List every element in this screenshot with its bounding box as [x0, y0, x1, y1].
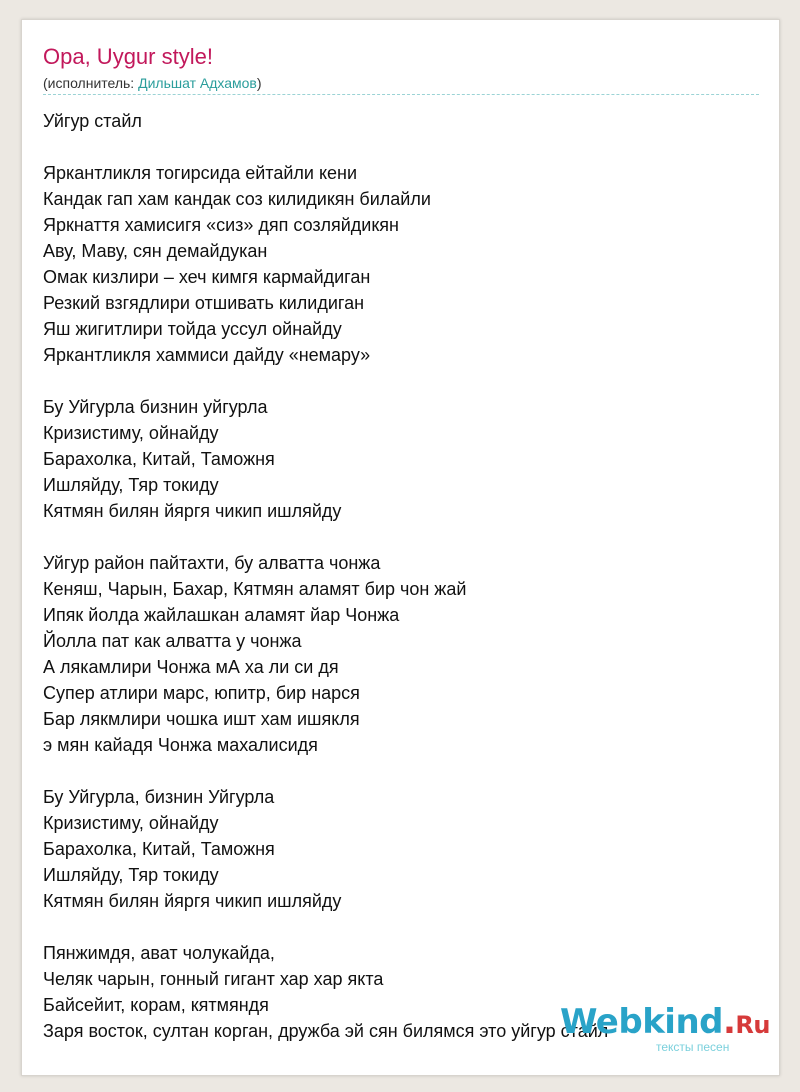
lyrics-body [43, 108, 779, 1044]
artist-prefix: (исполнитель: [43, 75, 139, 91]
lyric-line: Уйгур стайл [43, 111, 142, 131]
lyric-line: Аву, Маву, сян демайдукан [43, 241, 268, 261]
stanza-break [43, 134, 779, 160]
lyric-line: Кандак гап хам кандак соз килидикян билайли [43, 189, 431, 209]
lyric-line: Уйгур район пайтахти, бу алватта чонжа [43, 553, 381, 573]
watermark-tagline: тексты песен [656, 1040, 730, 1054]
lyric-line: Яркнаття хамисигя «сиз» дяп созляйдикян [43, 215, 399, 235]
title-divider [43, 94, 759, 95]
lyric-line: Кризистиму, ойнайду [43, 813, 219, 833]
stanza-break [43, 758, 779, 784]
lyric-line: Барахолка, Китай, Таможня [43, 839, 275, 859]
stanza-break [43, 914, 779, 940]
lyric-line: Бу Уйгурла бизнин уйгурла [43, 397, 268, 417]
lyric-line: Ипяк йолда жайлашкан аламят йар Чонжа [43, 605, 400, 625]
lyric-line: Ишляйду, Тяр токиду [43, 865, 219, 885]
lyric-line: Супер атлири марс, юпитр, бир нарся [43, 683, 360, 703]
lyric-line: Йолла пат как алватта у чонжа [43, 631, 302, 651]
watermark-dot: . [723, 1002, 736, 1042]
watermark-tld: Ru [735, 1011, 770, 1039]
lyric-line: Яркантликля хаммиси дайду «немару» [43, 345, 371, 365]
lyric-line: Кризистиму, ойнайду [43, 423, 219, 443]
lyric-line: Ишляйду, Тяр токиду [43, 475, 219, 495]
stanza-break [43, 368, 779, 394]
artist-suffix: ) [256, 75, 262, 91]
lyrics-card [21, 19, 780, 1076]
artist-link[interactable]: Дильшат Адхамов [138, 75, 257, 91]
lyric-line: Заря восток, султан корган, дружба эй сян билямся это уйгур стайл [43, 1021, 609, 1041]
lyric-line: э мян кайадя Чонжа махалисидя [43, 735, 318, 755]
lyric-line: Бар лякмлири чошка ишт хам ишякля [43, 709, 360, 729]
stanza-break [43, 524, 779, 550]
lyric-line: Челяк чарын, гонный гигант хар хар якта [43, 969, 384, 989]
lyric-line: Кятмян билян йяргя чикип ишляйду [43, 501, 342, 521]
watermark-brand: Webkind [560, 1002, 723, 1042]
lyric-line: Барахолка, Китай, Таможня [43, 449, 275, 469]
lyric-line: Яш жигитлири тойда уссул ойнайду [43, 319, 342, 339]
lyric-line: Байсейит, корам, кятмяндя [43, 995, 269, 1015]
song-title: Opa, Uygur style! [43, 44, 213, 69]
lyric-line: Яркантликля тогирсида ейтайли кени [43, 163, 358, 183]
artist-line [43, 74, 262, 92]
lyric-line: А лякамлири Чонжа мА ха ли си дя [43, 657, 339, 677]
lyric-line: Омак кизлири – хеч кимгя кармайдиган [43, 267, 371, 287]
lyric-line: Кеняш, Чарын, Бахар, Кятмян аламят бир чон жай [43, 579, 467, 599]
lyric-line: Бу Уйгурла, бизнин Уйгурла [43, 787, 275, 807]
lyric-line: Пянжимдя, ават чолукайда, [43, 943, 275, 963]
lyric-line: Кятмян билян йяргя чикип ишляйду [43, 891, 342, 911]
lyric-line: Резкий взгядлири отшивать килидиган [43, 293, 365, 313]
